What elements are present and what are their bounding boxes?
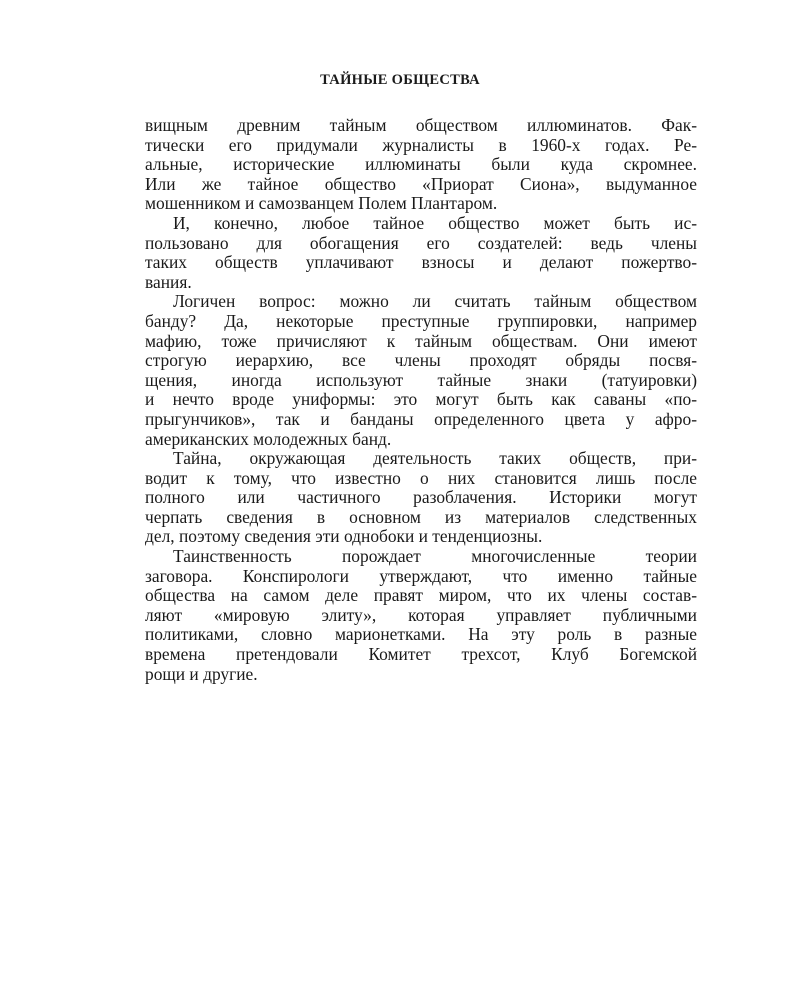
text-line: прыгунчиков», так и банданы определенного цвета у афро- <box>145 408 697 429</box>
text-line: времена претендовали Комитет трехсот, Клуб Богемской <box>145 644 697 665</box>
text-line: ляют «мировую элиту», которая управляет публичными <box>145 604 697 625</box>
text-line: Или же тайное общество «Приорат Сиона», выдуманное <box>145 173 697 194</box>
running-head-title: ТАЙНЫЕ ОБЩЕСТВА <box>320 72 480 88</box>
paragraph-first-line: Таинственность порождает многочисленные теории <box>173 546 697 567</box>
text-line: политиками, словно марионетками. На эту роль в разные <box>145 624 697 645</box>
text-line: таких обществ уплачивают взносы и делают пожертво- <box>145 252 697 273</box>
text-line: водит к тому, что известно о них становится лишь после <box>145 467 697 488</box>
text-line: вищным древним тайным обществом иллюминатов. Фак- <box>145 115 697 135</box>
text-line: американских молодежных банд. <box>145 428 392 449</box>
text-line: вания. <box>145 271 192 292</box>
text-line: заговора. Конспирологи утверждают, что именно тайные <box>145 565 697 586</box>
text-line: банду? Да, некоторые преступные группировки, например <box>145 310 697 331</box>
text-line: щения, иногда используют тайные знаки (татуировки) <box>145 369 697 390</box>
text-line: мошенником и самозванцем Полем Плантаром. <box>145 193 498 214</box>
text-line: рощи и другие. <box>145 663 258 684</box>
text-line: общества на самом деле правят миром, что их члены состав- <box>145 585 697 606</box>
text-line: дел, поэтому сведения эти однобоки и тенденциозны. <box>145 526 543 547</box>
text-line: мафию, тоже причисляют к тайным обществам. Они имеют <box>145 330 697 351</box>
text-line: пользовано для обогащения его создателей: ведь члены <box>145 232 697 253</box>
text-line: тически его придумали журналисты в 1960-х годах. Ре- <box>145 134 697 155</box>
text-line: полного или частичного разоблачения. Историки могут <box>145 487 697 508</box>
paragraph-first-line: Логичен вопрос: можно ли считать тайным обществом <box>173 291 697 312</box>
paragraph-first-line: И, конечно, любое тайное общество может быть ис- <box>173 212 697 233</box>
text-line: альные, исторические иллюминаты были куда скромнее. <box>145 154 697 175</box>
paragraph-first-line: Тайна, окружающая деятельность таких обществ, при- <box>173 448 697 469</box>
body-text <box>145 116 697 684</box>
text-line: черпать сведения в основном из материалов следственных <box>145 506 697 527</box>
text-line: и нечто вроде униформы: это могут быть как саваны «по- <box>145 389 697 410</box>
text-line: строгую иерархию, все члены проходят обряды посвя- <box>145 350 697 371</box>
